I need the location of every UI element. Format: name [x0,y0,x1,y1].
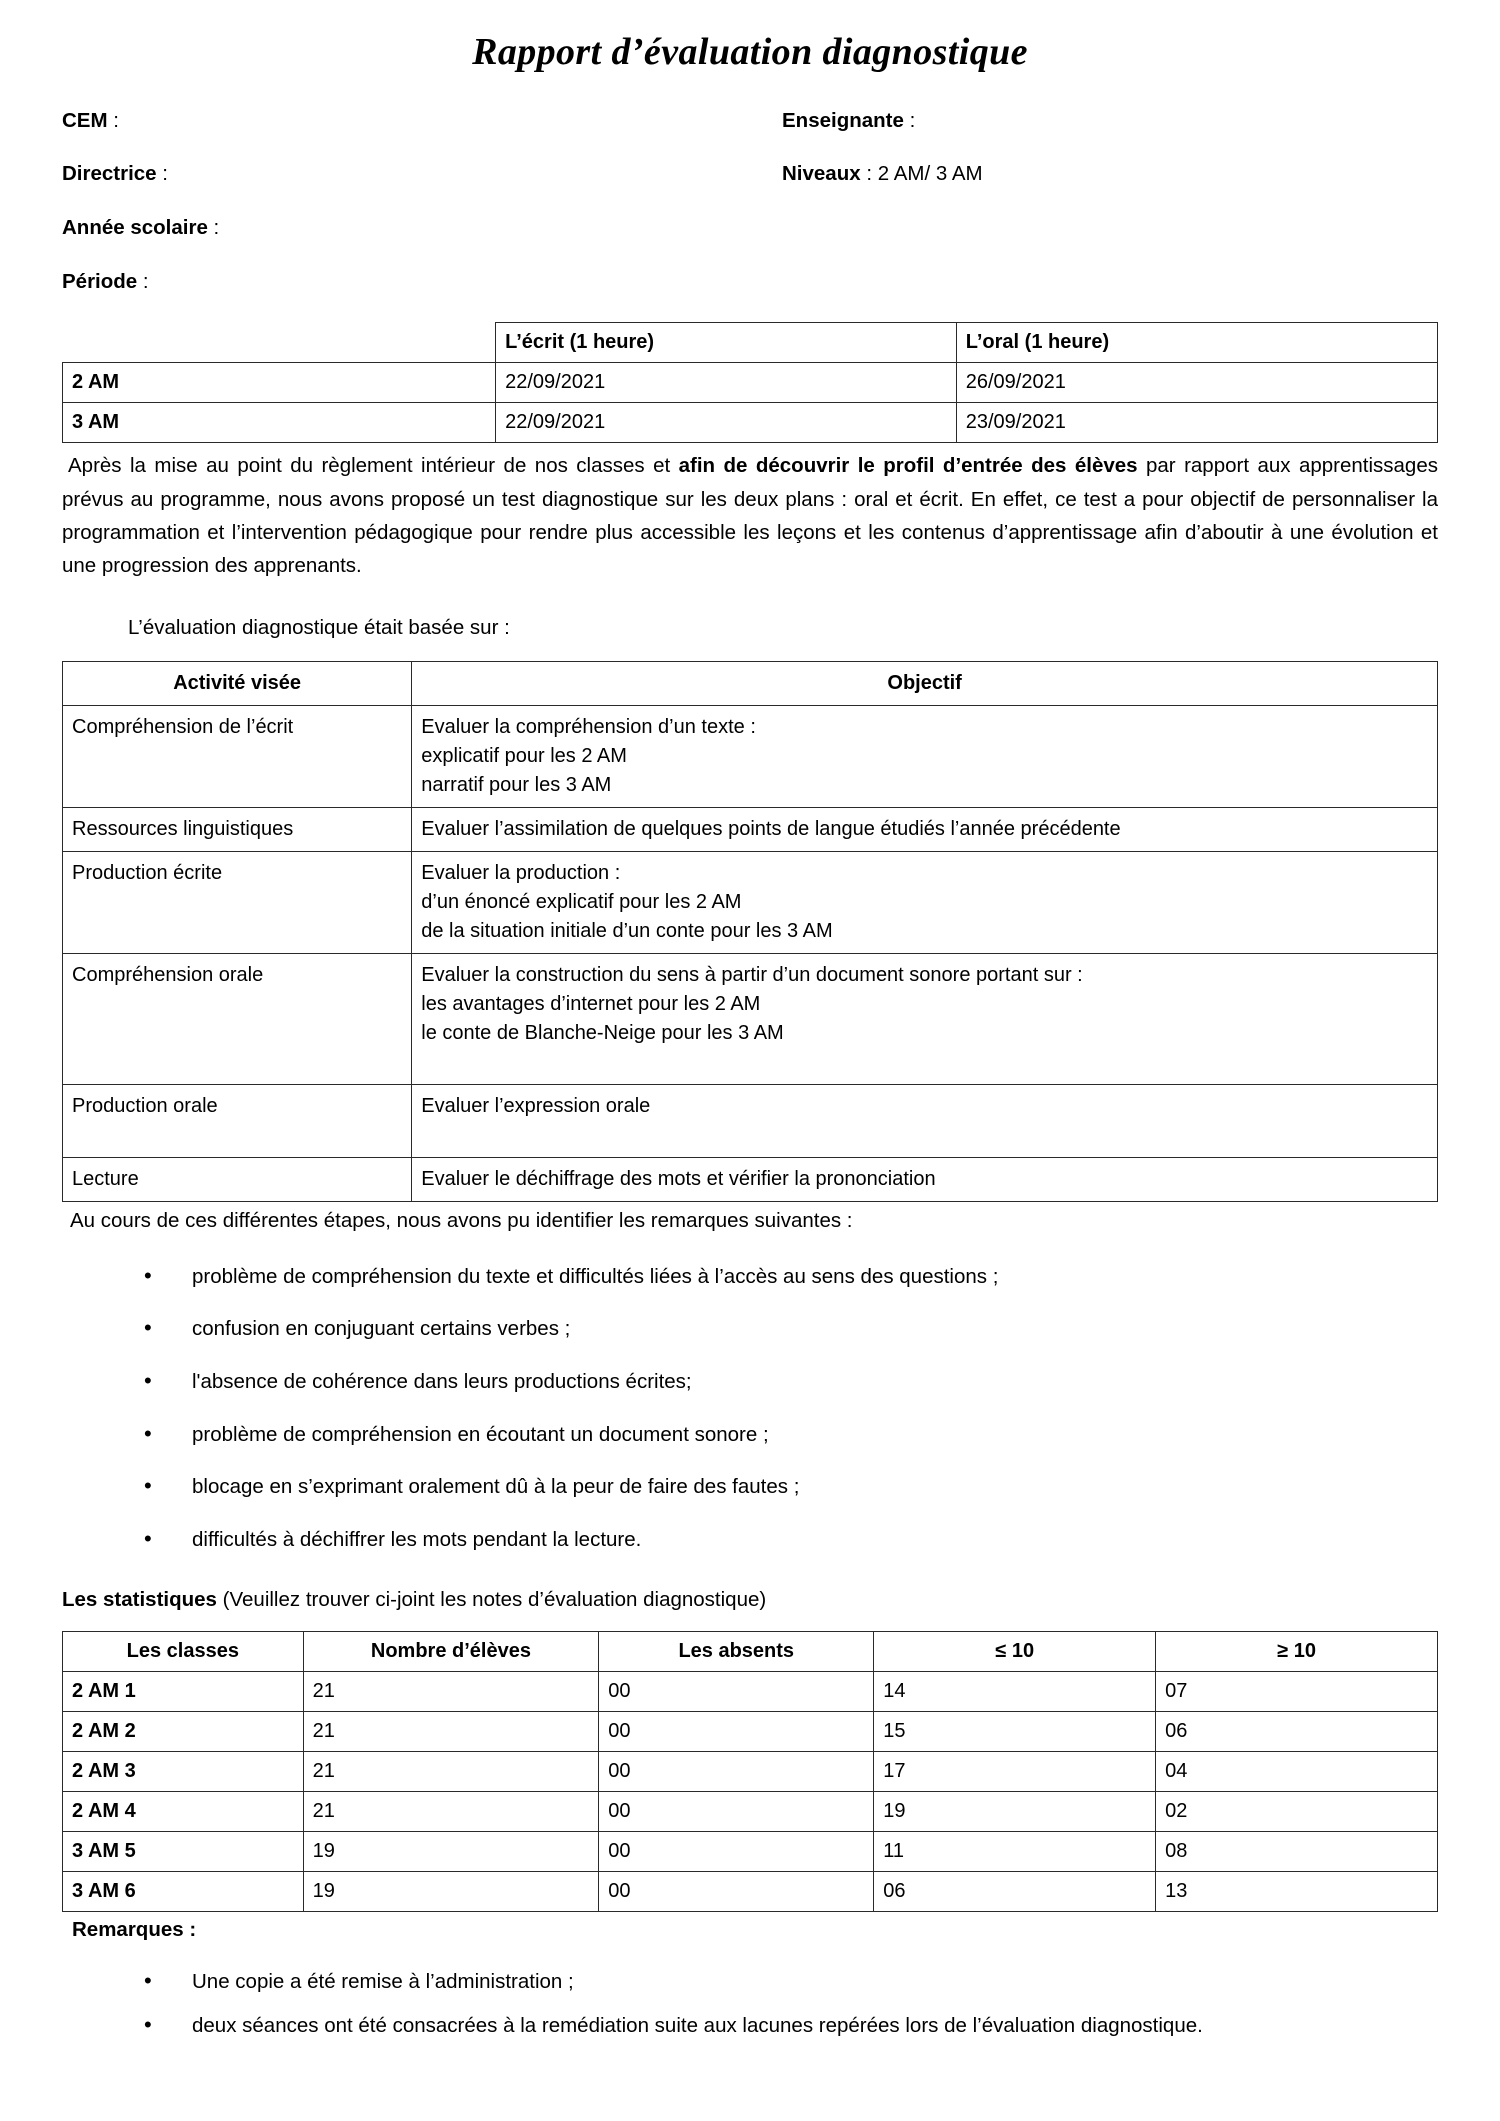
intro-bold-phrase: afin de découvrir le profil d’entrée des élèves [678,454,1138,478]
header-meta-block [62,108,1438,295]
table-row [63,851,1438,953]
lead-in-text: L’évaluation diagnostique était basée sur : [128,616,510,640]
intro-part-1: Après la mise au point du règlement intérieur de nos classes et [68,454,679,478]
activity-objective [412,807,1438,851]
objective-line: Evaluer la production : [421,861,621,884]
statistics-table [62,1631,1438,1912]
stats-col-nombre-eleves: Nombre d’élèves [303,1631,599,1671]
stats-col-inferieur-10: ≤ 10 [874,1631,1156,1671]
activities-col-activity: Activité visée [63,661,412,705]
stats-sup: 08 [1156,1831,1438,1871]
planning-col-oral: L’oral (1 heure) [956,323,1437,363]
directrice-colon: : [156,162,168,186]
stats-classe: 2 AM 4 [63,1791,304,1831]
activity-name: Compréhension de l’écrit [63,705,412,807]
stats-inf: 19 [874,1791,1156,1831]
list-item: • deux séances ont été consacrées à la remédiation suite aux lacunes repérées lors de l’évaluation diagnostique. [144,2012,1438,2041]
field-periode [62,269,782,295]
meta-row-annee [62,215,1438,241]
objective-line: le conte de Blanche-Neige pour les 3 AM [421,1021,784,1044]
objective-line: Evaluer la construction du sens à partir d’un document sonore portant sur : [421,963,1083,986]
objective-line: Evaluer l’assimilation de quelques points de langue étudiés l’année précédente [421,817,1121,840]
list-item: • Une copie a été remise à l’administration ; [144,1968,1438,1997]
activity-name: Production écrite [63,851,412,953]
stats-classe: 3 AM 5 [63,1831,304,1871]
periode-colon: : [137,269,149,293]
page-title: Rapport d’évaluation diagnostique [472,31,1028,73]
activities-col-objective: Objectif [412,661,1438,705]
planning-oral-date: 26/09/2021 [956,363,1437,403]
stats-sup: 02 [1156,1791,1438,1831]
objective-line: de la situation initiale d’un conte pour les 3 AM [421,919,833,942]
list-item: • blocage en s’exprimant oralement dû à la peur de faire des fautes ; [144,1473,1438,1502]
field-annee-scolaire [62,215,782,241]
field-niveaux [782,161,1438,187]
table-row [63,1157,1438,1201]
objective-line-blank [421,1121,1428,1150]
objective-line: Evaluer la compréhension d’un texte : [421,715,756,738]
list-item: • problème de compréhension du texte et difficultés liées à l’accès au sens des questions ; [144,1263,1438,1292]
stats-nombre: 19 [303,1871,599,1911]
activity-objective [412,1157,1438,1201]
activity-objective [412,1084,1438,1157]
cem-colon: : [107,108,119,132]
stats-classe: 2 AM 3 [63,1751,304,1791]
remarks-list [62,1968,1438,2041]
meta-row-periode [62,269,1438,295]
stats-sup: 07 [1156,1671,1438,1711]
activity-name: Ressources linguistiques [63,807,412,851]
activities-table [62,661,1438,1202]
stats-inf: 14 [874,1671,1156,1711]
niveaux-colon: : [860,162,873,186]
activities-table-header-row [63,661,1438,705]
planning-level: 3 AM [63,403,496,443]
field-cem [62,108,782,134]
activity-name: Compréhension orale [63,953,412,1084]
planning-corner-cell [63,323,496,363]
planning-table-header-row [63,323,1438,363]
objective-line: explicatif pour les 2 AM [421,744,627,767]
list-item: • problème de compréhension en écoutant un document sonore ; [144,1421,1438,1450]
intro-part-2: par rapport aux apprentissages prévus au programme, nous avons proposé un test diagnostique sur les deux plans : oral et écrit. En effet, ce test a pour objectif de personnaliser la programmation et l’intervention pédagogique pour rendre plus accessible les leçons et les contenus d’apprentissage afin d’aboutir à une évolution et une progression des apprenants. [62,454,1438,577]
statistics-heading-rest: (Veuillez trouver ci-joint les notes d’évaluation diagnostique) [216,1587,767,1611]
annee-scolaire-label: Année scolaire [62,216,208,240]
objective-line: Evaluer l’expression orale [421,1094,651,1117]
statistics-table-header-row [63,1631,1438,1671]
objective-line: d’un énoncé explicatif pour les 2 AM [421,890,742,913]
enseignante-colon: : [903,108,916,132]
annee-scolaire-colon: : [207,216,220,240]
stats-col-absents: Les absents [599,1631,874,1671]
objective-line: Evaluer le déchiffrage des mots et vérifier la prononciation [421,1167,936,1190]
activity-objective [412,851,1438,953]
table-row [63,705,1438,807]
stats-absents: 00 [599,1831,874,1871]
table-row [63,1751,1438,1791]
meta-row-directrice-niveaux [62,161,1438,187]
field-directrice [62,161,782,187]
stats-nombre: 19 [303,1831,599,1871]
meta-row-cem-enseignante [62,108,1438,134]
table-row [63,1084,1438,1157]
stats-nombre: 21 [303,1671,599,1711]
table-row [63,363,1438,403]
table-row [63,1791,1438,1831]
periode-label: Période [62,269,138,293]
statistics-heading [62,1585,1438,1615]
table-row [63,953,1438,1084]
table-row [63,1711,1438,1751]
stats-nombre: 21 [303,1751,599,1791]
list-item: • confusion en conjuguant certains verbes ; [144,1315,1438,1344]
observations-list [62,1263,1438,1555]
stats-nombre: 21 [303,1791,599,1831]
stats-absents: 00 [599,1791,874,1831]
stats-sup: 04 [1156,1751,1438,1791]
planning-ecrit-date: 22/09/2021 [496,403,957,443]
activity-objective [412,705,1438,807]
stats-inf: 15 [874,1711,1156,1751]
stats-inf: 11 [874,1831,1156,1871]
table-row [63,807,1438,851]
field-enseignante [782,108,1438,134]
list-item: • l'absence de cohérence dans leurs productions écrites; [144,1368,1438,1397]
objective-line: les avantages d’internet pour les 2 AM [421,992,761,1015]
table-row [63,1871,1438,1911]
table-row [63,1831,1438,1871]
list-item: • difficultés à déchiffrer les mots pendant la lecture. [144,1526,1438,1555]
stats-classe: 3 AM 6 [63,1871,304,1911]
planning-level: 2 AM [63,363,496,403]
directrice-label: Directrice [62,162,157,186]
stats-col-superieur-10: ≥ 10 [1156,1631,1438,1671]
planning-oral-date: 23/09/2021 [956,403,1437,443]
niveaux-value: 2 AM/ 3 AM [872,162,983,186]
planning-col-ecrit: L’écrit (1 heure) [496,323,957,363]
intro-paragraph [62,449,1438,582]
stats-absents: 00 [599,1711,874,1751]
stats-classe: 2 AM 1 [63,1671,304,1711]
stats-absents: 00 [599,1871,874,1911]
planning-table [62,322,1438,443]
observations-intro: Au cours de ces différentes étapes, nous avons pu identifier les remarques suivantes : [70,1208,853,1232]
remarks-title: Remarques : [72,1917,197,1941]
stats-col-classes: Les classes [63,1631,304,1671]
planning-ecrit-date: 22/09/2021 [496,363,957,403]
stats-absents: 00 [599,1751,874,1791]
stats-classe: 2 AM 2 [63,1711,304,1751]
activity-objective [412,953,1438,1084]
stats-sup: 06 [1156,1711,1438,1751]
stats-sup: 13 [1156,1871,1438,1911]
cem-label: CEM [62,108,108,132]
activity-name: Production orale [63,1084,412,1157]
statistics-heading-bold: Les statistiques [62,1587,217,1611]
stats-inf: 06 [874,1871,1156,1911]
stats-inf: 17 [874,1751,1156,1791]
table-row [63,403,1438,443]
enseignante-label: Enseignante [782,108,904,132]
objective-line-blank [421,1048,1428,1077]
stats-nombre: 21 [303,1711,599,1751]
niveaux-label: Niveaux [782,162,861,186]
objective-line: narratif pour les 3 AM [421,773,612,796]
activity-name: Lecture [63,1157,412,1201]
table-row [63,1671,1438,1711]
stats-absents: 00 [599,1671,874,1711]
